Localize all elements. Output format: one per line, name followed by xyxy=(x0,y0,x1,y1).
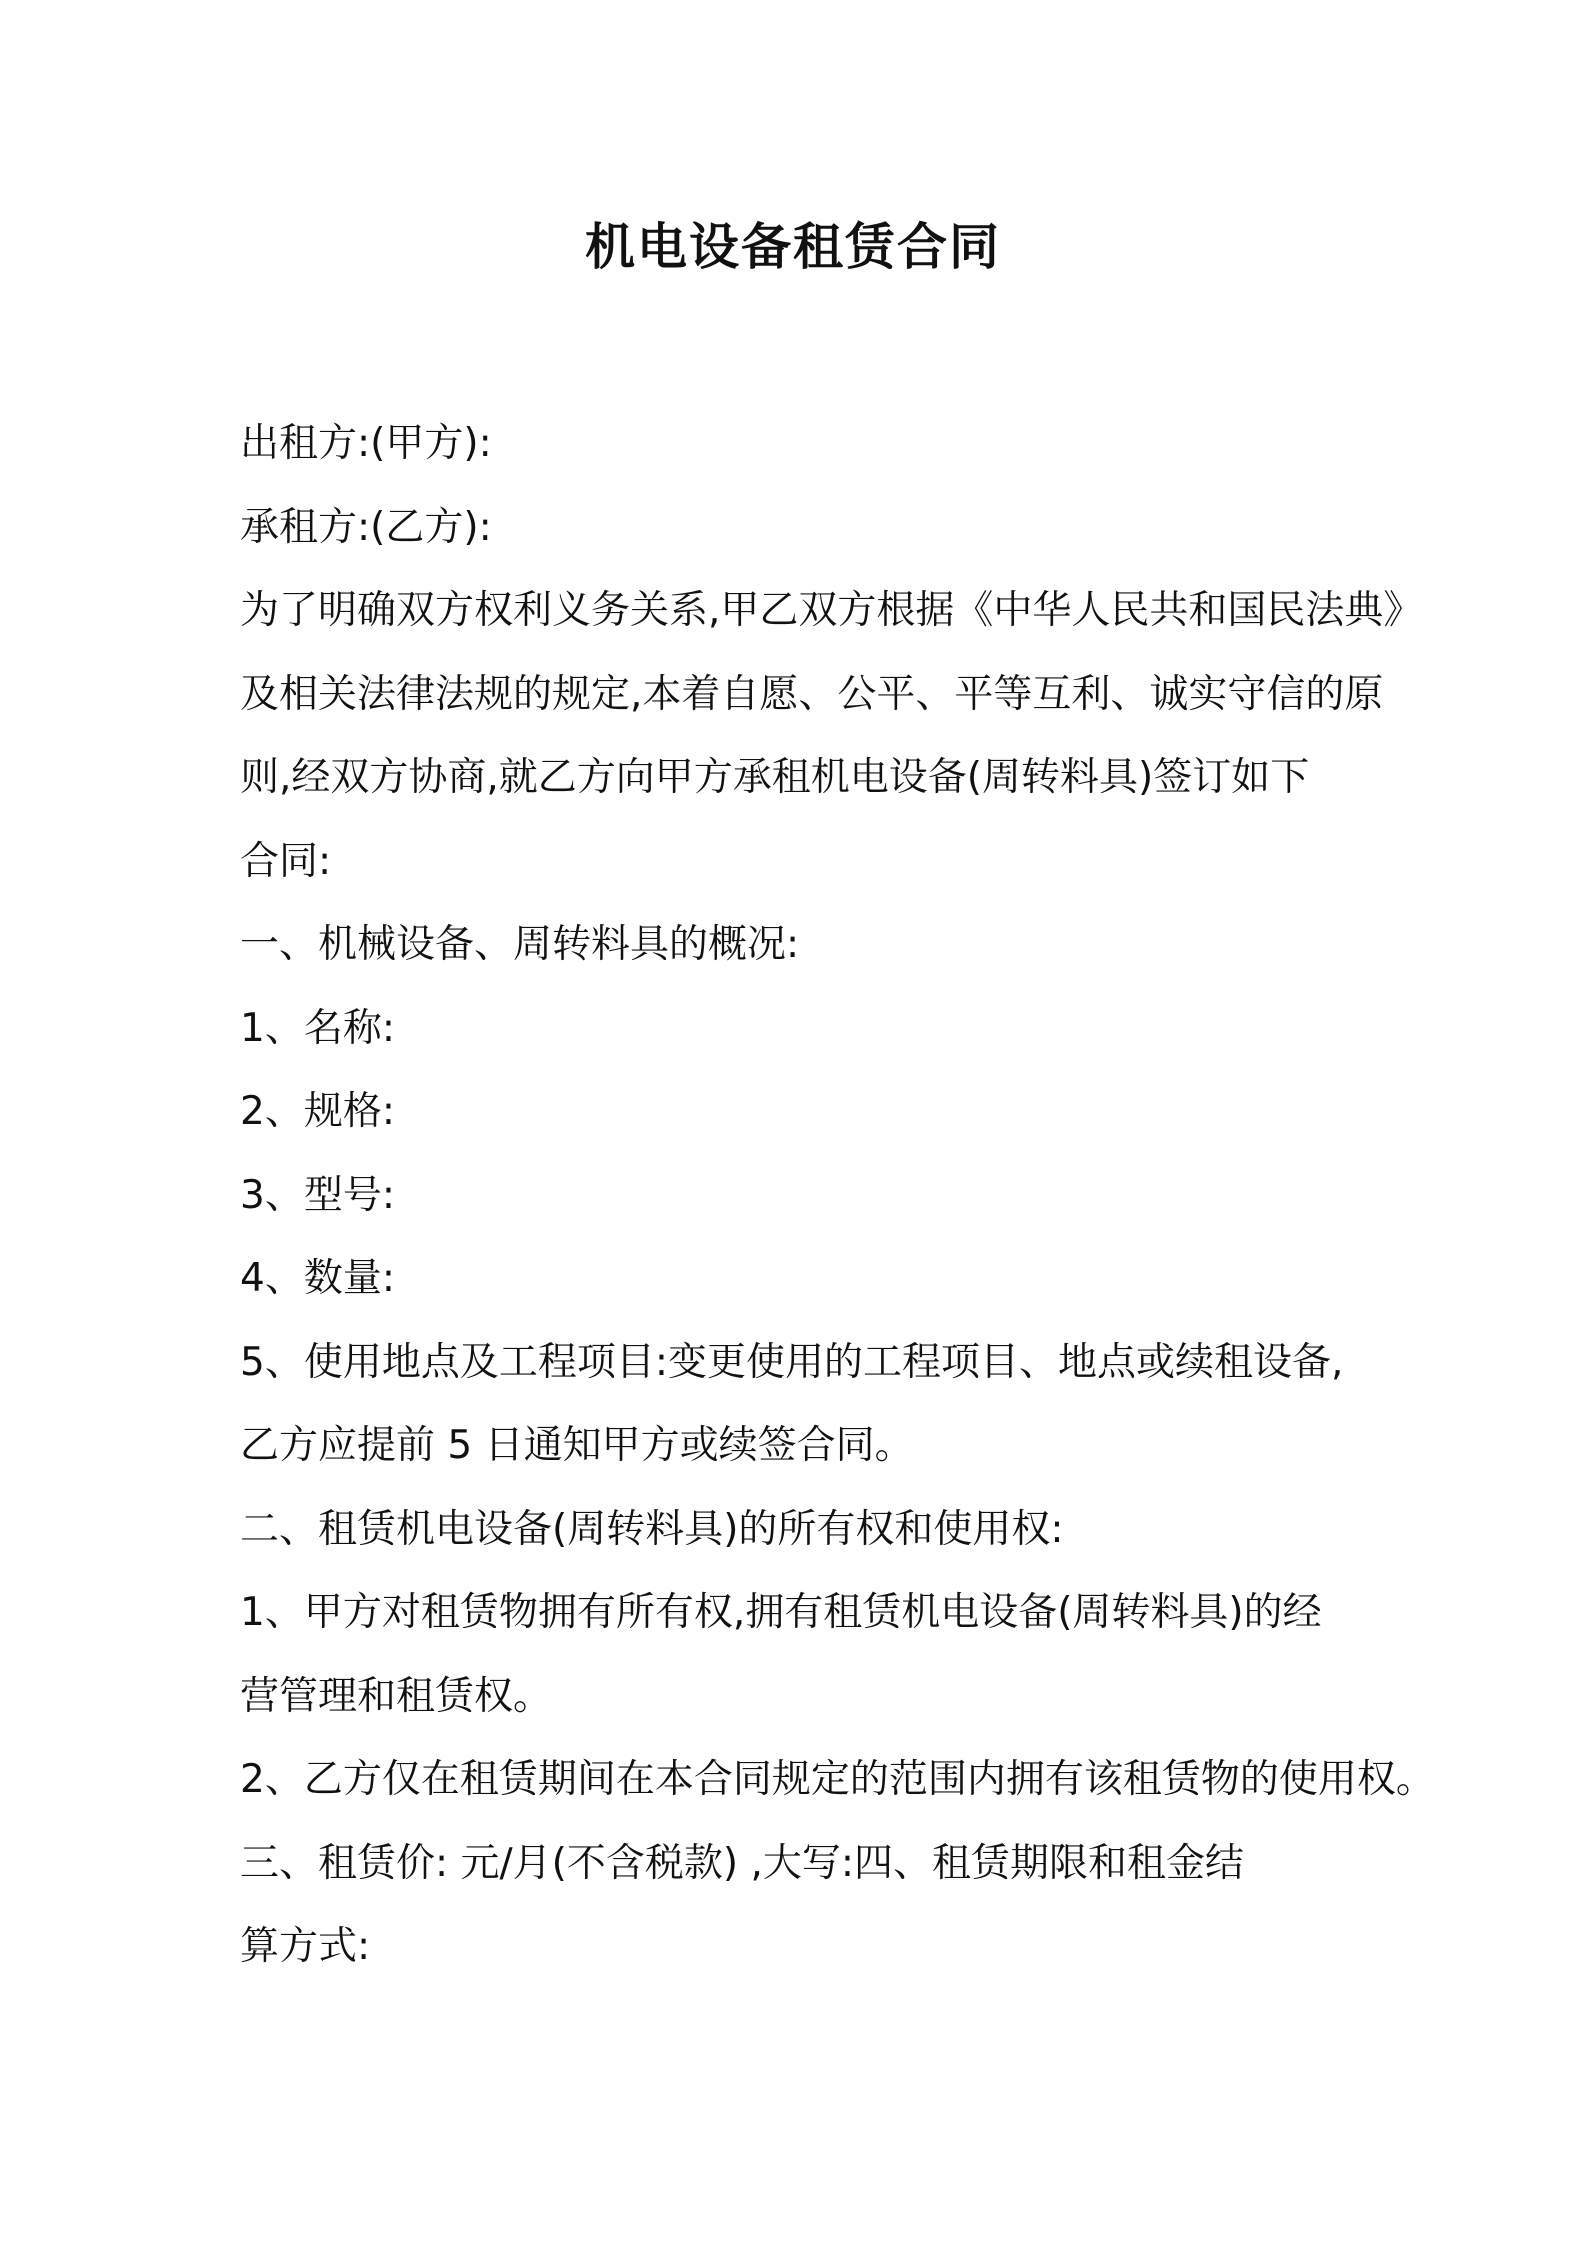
section-heading: 二、租赁机电设备(周转料具)的所有权和使用权: xyxy=(240,1506,1064,1552)
document-title: 机电设备租赁合同 xyxy=(585,218,1001,276)
lessor-line: 出租方:(甲方): xyxy=(240,421,492,466)
clause-line: 2、规格: xyxy=(240,1089,395,1134)
section-heading: 三、租赁价: 元/月(不含税款) ,大写:四、租赁期限和租金结 xyxy=(240,1840,1245,1886)
section-heading: 一、机械设备、周转料具的概况: xyxy=(240,922,800,967)
clause-line: 3、型号: xyxy=(240,1172,395,1218)
clause-line: 2、乙方仅在租赁期间在本合同规定的范围内拥有该租赁物的使用权。 xyxy=(240,1757,1435,1802)
preamble-line: 为了明确双方权利义务关系,甲乙双方根据《中华人民共和国民法典》 xyxy=(240,588,1423,633)
clause-line: 4、数量: xyxy=(240,1256,395,1301)
clause-line: 1、甲方对租赁物拥有所有权,拥有租赁机电设备(周转料具)的经 xyxy=(240,1590,1322,1635)
clause-line: 算方式: xyxy=(240,1924,371,1969)
preamble-line: 及相关法律法规的规定,本着自愿、公平、平等互利、诚实守信的原 xyxy=(240,671,1384,717)
clause-line: 5、使用地点及工程项目:变更使用的工程项目、地点或续租设备, xyxy=(240,1339,1344,1385)
clause-line: 1、名称: xyxy=(240,1005,395,1051)
preamble-line: 则,经双方协商,就乙方向甲方承租机电设备(周转料具)签订如下 xyxy=(240,755,1310,800)
clause-line: 乙方应提前 5 日通知甲方或续签合同。 xyxy=(240,1423,914,1468)
document-body xyxy=(240,402,1435,1989)
lessee-line: 承租方:(乙方): xyxy=(240,504,492,550)
clause-line: 营管理和租赁权。 xyxy=(240,1673,553,1719)
preamble-line: 合同: xyxy=(240,838,332,884)
